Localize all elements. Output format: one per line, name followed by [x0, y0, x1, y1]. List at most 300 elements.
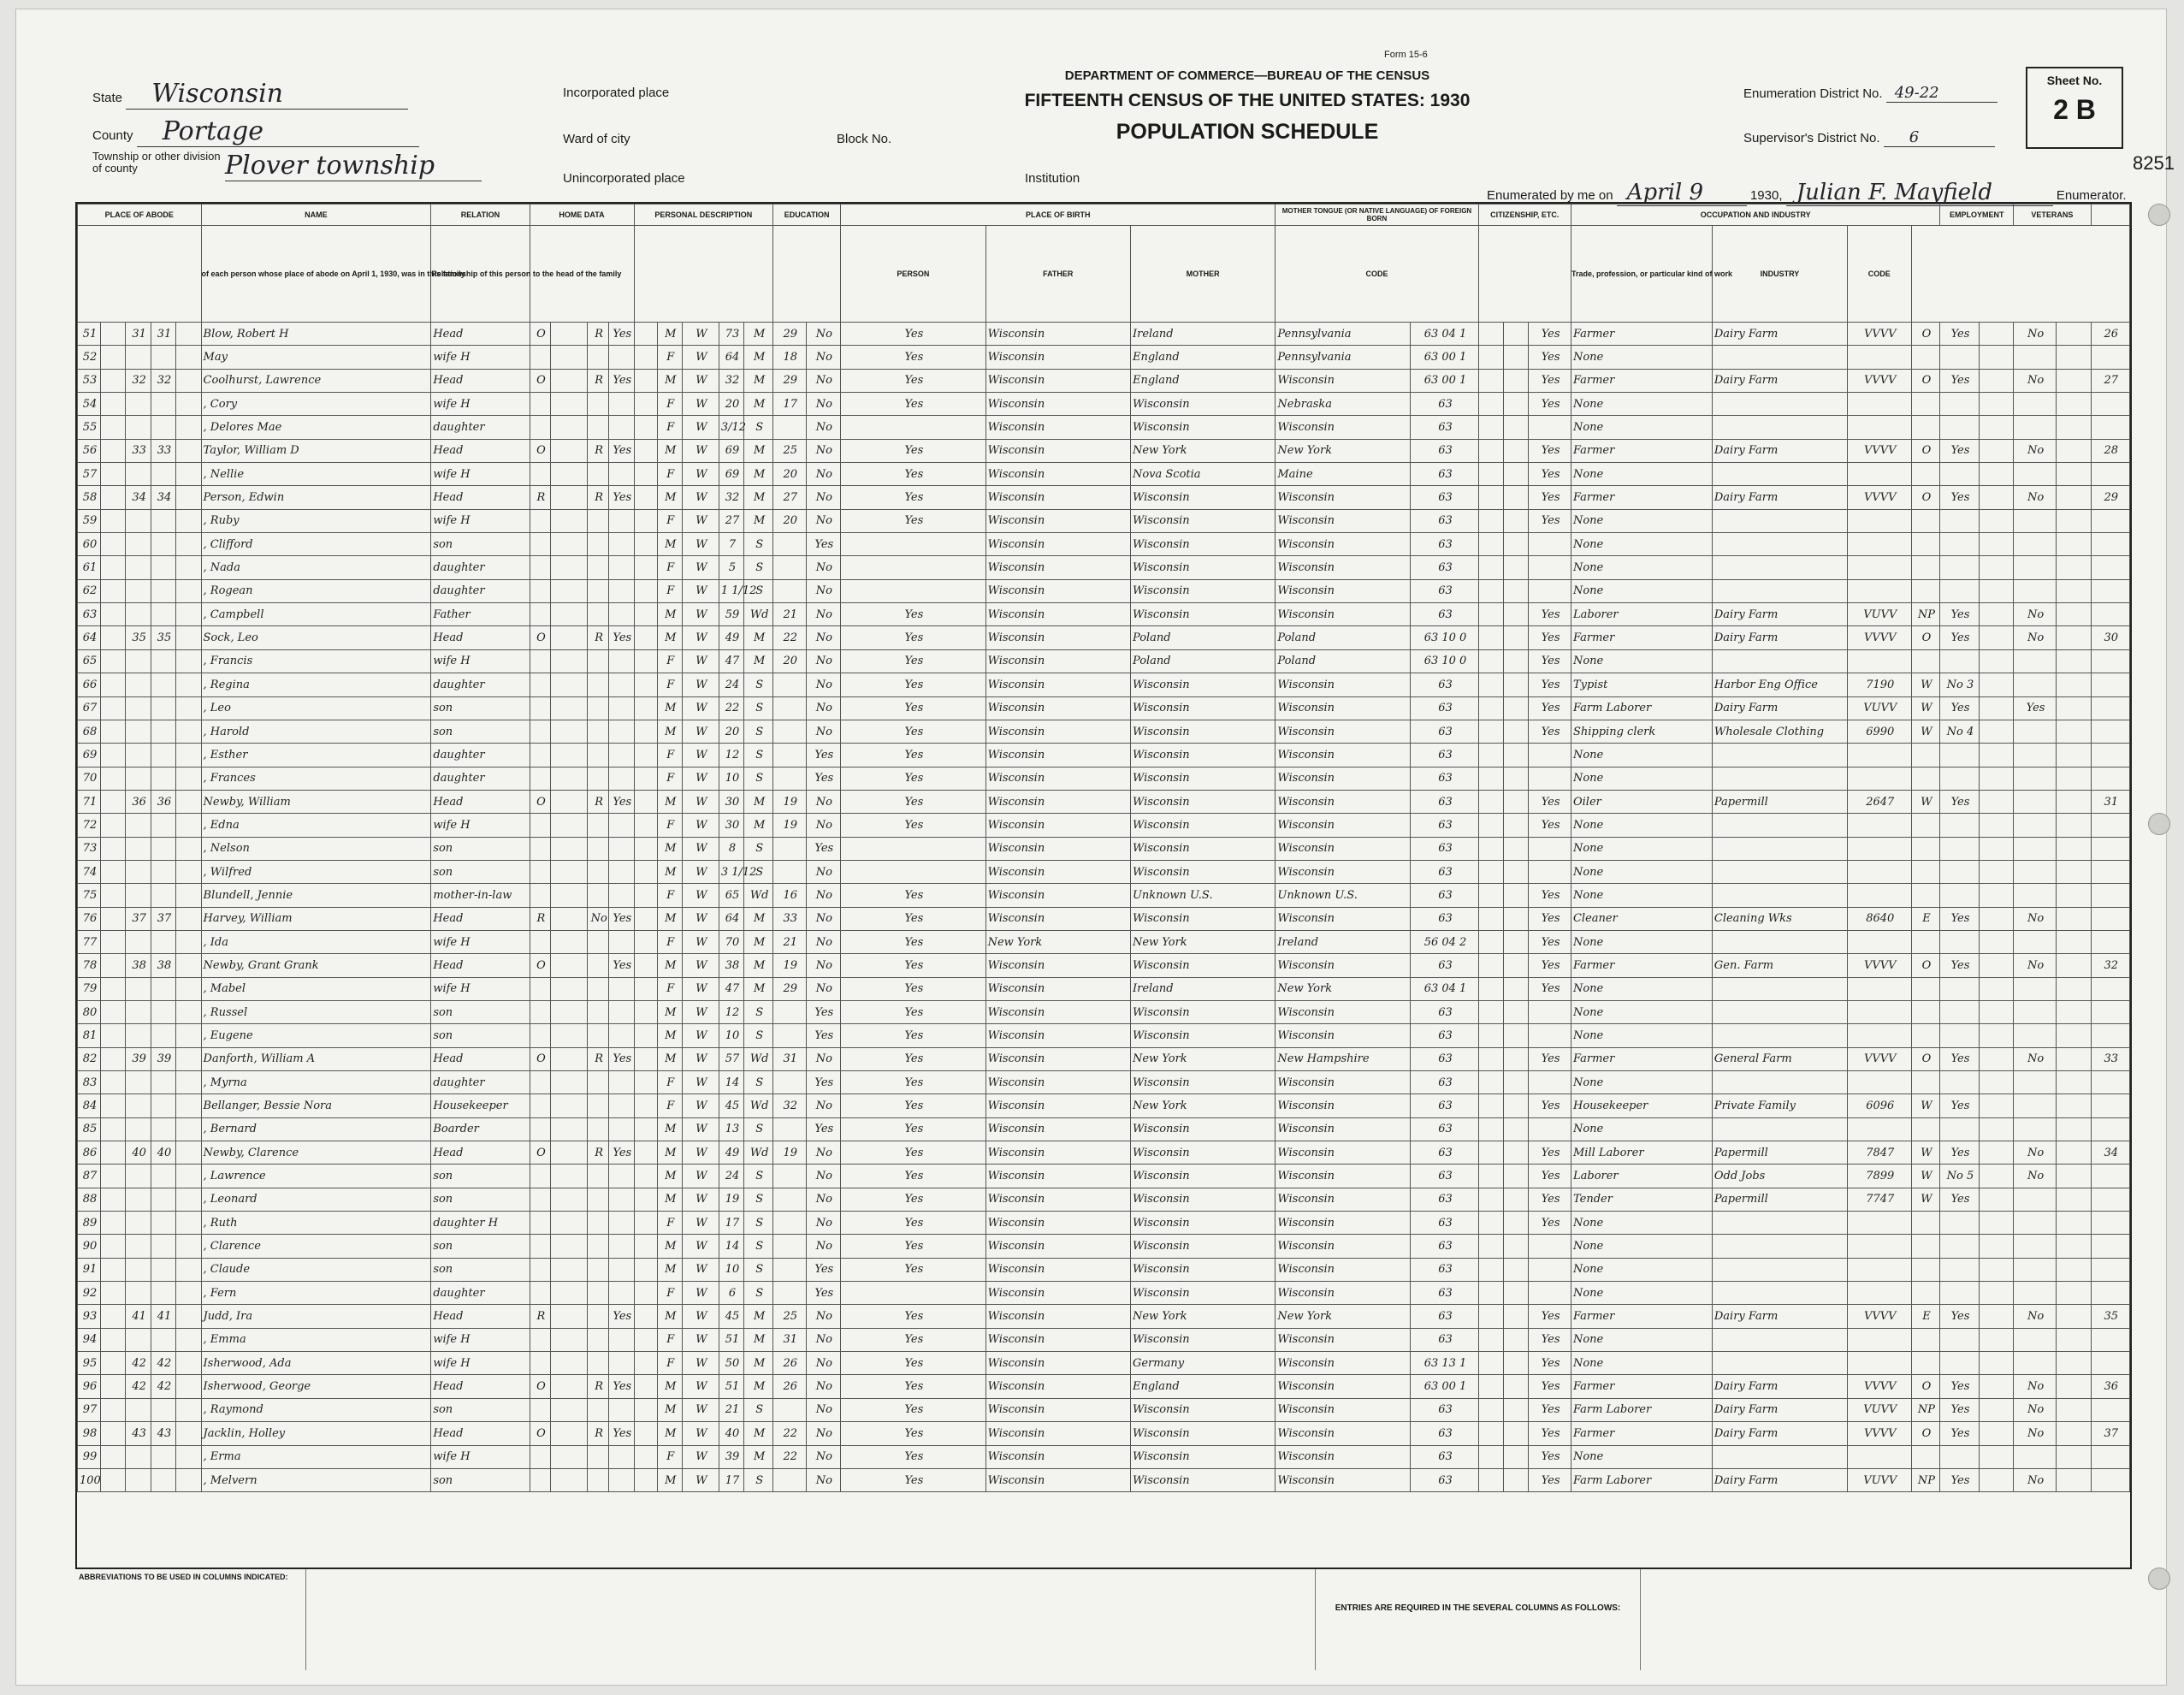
cell-name: , Frances [201, 767, 431, 790]
cell-emp: Yes [1940, 1141, 1979, 1165]
cell-marr: 25 [773, 439, 806, 462]
cell-ln: 68 [78, 720, 101, 743]
cell-empty [101, 1328, 126, 1351]
cell-radio [588, 1094, 609, 1117]
cell-radio [588, 673, 609, 696]
cell-empty [634, 463, 657, 486]
cell-empty [101, 1094, 126, 1117]
cell-empty [551, 533, 588, 556]
cell-bp: Wisconsin [985, 790, 1130, 813]
cell-emp [1940, 1235, 1979, 1258]
cell-farm [609, 673, 634, 696]
cell-empty [176, 439, 201, 462]
cell-rel: Head [431, 1305, 530, 1328]
cell-fam [151, 1212, 175, 1235]
cell-vet [2014, 1212, 2057, 1235]
cell-empty [551, 1117, 588, 1141]
cell-empty [1979, 509, 2014, 532]
cell-age: 51 [719, 1328, 743, 1351]
cell-fbp: Wisconsin [1130, 907, 1275, 930]
cell-cit [1478, 1047, 1503, 1070]
cell-vet: No [2014, 1305, 2057, 1328]
cell-empty [176, 579, 201, 602]
cell-occ: None [1571, 416, 1712, 439]
cell-cls [1911, 1352, 1940, 1375]
cell-own [530, 1468, 551, 1491]
cell-ln: 55 [78, 416, 101, 439]
cell-ln: 76 [78, 907, 101, 930]
cell-occ: None [1571, 744, 1712, 767]
cell-age: 64 [719, 346, 743, 369]
cell-read: Yes [841, 696, 985, 720]
cell-radio [588, 533, 609, 556]
supervisor-district-value: 6 [1884, 128, 1995, 147]
cell-empty [1503, 814, 1528, 837]
cell-dw: 31 [126, 323, 151, 346]
cell-empty [1979, 1235, 2014, 1258]
cell-age: 69 [719, 463, 743, 486]
cell-eng: Yes [1529, 1094, 1571, 1117]
cell-fam [151, 1235, 175, 1258]
cell-mbp: Wisconsin [1275, 744, 1411, 767]
cell-race: W [682, 1398, 719, 1421]
cell-dw [126, 533, 151, 556]
cell-oc [1847, 814, 1911, 837]
cell-empty [1503, 416, 1528, 439]
cell-empty [551, 1024, 588, 1047]
cell-sex: M [657, 837, 682, 860]
cell-fbp: Wisconsin [1130, 416, 1275, 439]
cell-ind [1712, 509, 1847, 532]
cell-ind: Dairy Farm [1712, 486, 1847, 509]
cell-oc [1847, 416, 1911, 439]
cell-ln: 69 [78, 744, 101, 767]
cell-marr [773, 1468, 806, 1491]
cell-farmno [2091, 1445, 2129, 1468]
cell-cls [1911, 884, 1940, 907]
cell-empty [634, 1375, 657, 1398]
cell-farmno [2091, 1258, 2129, 1281]
cell-empty [551, 1094, 588, 1117]
cell-read: Yes [841, 649, 985, 673]
cell-read: Yes [841, 1375, 985, 1398]
cell-dw: 33 [126, 439, 151, 462]
cell-name: , Wilfred [201, 860, 431, 883]
cell-sch: Yes [806, 744, 841, 767]
cell-read: Yes [841, 977, 985, 1000]
cell-empty [634, 1141, 657, 1165]
cell-empty [2056, 416, 2091, 439]
cell-fbp: Wisconsin [1130, 1212, 1275, 1235]
cell-rel: wife H [431, 1352, 530, 1375]
cell-empty [176, 486, 201, 509]
cell-cls [1911, 393, 1940, 416]
cell-empty [1979, 626, 2014, 649]
cell-fam: 34 [151, 486, 175, 509]
cell-empty [2056, 1235, 2091, 1258]
cell-cit [1478, 720, 1503, 743]
cell-dw: 42 [126, 1375, 151, 1398]
cell-rel: Head [431, 439, 530, 462]
cell-rel: Head [431, 907, 530, 930]
cell-farm [609, 1024, 634, 1047]
cell-farm [609, 767, 634, 790]
cell-empty [101, 626, 126, 649]
cell-empty [2056, 1094, 2091, 1117]
cell-empty [634, 1094, 657, 1117]
cell-age: 47 [719, 649, 743, 673]
cell-cit [1478, 977, 1503, 1000]
cell-marr: 19 [773, 954, 806, 977]
cell-farm [609, 860, 634, 883]
cell-cls: O [1911, 1047, 1940, 1070]
table-row [78, 1000, 2130, 1023]
cell-rel: daughter [431, 1071, 530, 1094]
cell-fbp: Wisconsin [1130, 393, 1275, 416]
cell-occ: Housekeeper [1571, 1094, 1712, 1117]
cell-name: , Myrna [201, 1071, 431, 1094]
cell-empty [101, 393, 126, 416]
cell-ms: M [744, 954, 773, 977]
cell-sex: F [657, 673, 682, 696]
cell-fbp: Wisconsin [1130, 696, 1275, 720]
cell-sch: No [806, 1305, 841, 1328]
cell-sex: F [657, 579, 682, 602]
cell-sex: M [657, 1165, 682, 1188]
cell-empty [634, 907, 657, 930]
cell-name: , Francis [201, 649, 431, 673]
cell-sch: No [806, 884, 841, 907]
cell-farm [609, 814, 634, 837]
cell-occ: Farm Laborer [1571, 1468, 1712, 1491]
cell-occ: None [1571, 393, 1712, 416]
cell-name: , Bernard [201, 1117, 431, 1141]
cell-ms: S [744, 744, 773, 767]
cell-name: , Campbell [201, 603, 431, 626]
cell-ms: S [744, 579, 773, 602]
cell-cit [1478, 744, 1503, 767]
cell-farm: Yes [609, 1375, 634, 1398]
cell-sch: No [806, 486, 841, 509]
cell-race: W [682, 416, 719, 439]
cell-mbp: Poland [1275, 626, 1411, 649]
cell-rel: son [431, 533, 530, 556]
cell-occ: None [1571, 1024, 1712, 1047]
cell-own [530, 860, 551, 883]
cell-eng: Yes [1529, 1328, 1571, 1351]
cell-empty [634, 346, 657, 369]
cell-ind: Dairy Farm [1712, 1398, 1847, 1421]
cell-ln: 75 [78, 884, 101, 907]
cell-farm: Yes [609, 1422, 634, 1445]
cell-radio: R [588, 790, 609, 813]
cell-occ: None [1571, 579, 1712, 602]
cell-empty [551, 954, 588, 977]
group-place-of-abode: PLACE OF ABODE [78, 204, 202, 226]
cell-empty [551, 907, 588, 930]
cell-oc: 6096 [1847, 1094, 1911, 1117]
cell-ms: S [744, 416, 773, 439]
cell-own: R [530, 1305, 551, 1328]
cell-occ: Shipping clerk [1571, 720, 1712, 743]
cell-cls [1911, 1024, 1940, 1047]
cell-code: 63 [1411, 1212, 1478, 1235]
cell-read: Yes [841, 884, 985, 907]
table-row [78, 1024, 2130, 1047]
cell-rel: Head [431, 790, 530, 813]
cell-read: Yes [841, 323, 985, 346]
cell-occ: Farm Laborer [1571, 1398, 1712, 1421]
cell-empty [634, 579, 657, 602]
cell-ms: S [744, 696, 773, 720]
cell-sch: No [806, 439, 841, 462]
cell-fam [151, 860, 175, 883]
cell-dw [126, 1212, 151, 1235]
cell-code: 63 10 0 [1411, 626, 1478, 649]
cell-marr: 17 [773, 393, 806, 416]
cell-empty [101, 533, 126, 556]
cell-emp [1940, 744, 1979, 767]
cell-empty [551, 1398, 588, 1421]
cell-empty [634, 509, 657, 532]
cell-empty [634, 744, 657, 767]
cell-ind [1712, 1235, 1847, 1258]
cell-age: 1 1/12 [719, 579, 743, 602]
cell-dw [126, 1468, 151, 1491]
cell-oc: VVVV [1847, 1305, 1911, 1328]
cell-rel: Father [431, 603, 530, 626]
cell-ms: M [744, 1305, 773, 1328]
cell-emp: Yes [1940, 790, 1979, 813]
cell-ms: S [744, 1398, 773, 1421]
cell-farm [609, 556, 634, 579]
cell-age: 40 [719, 1422, 743, 1445]
cell-fam: 42 [151, 1352, 175, 1375]
cell-radio [588, 954, 609, 977]
cell-dw: 40 [126, 1141, 151, 1165]
cell-dw [126, 767, 151, 790]
cell-code: 63 [1411, 814, 1478, 837]
cell-code: 56 04 2 [1411, 930, 1478, 953]
cell-empty [634, 393, 657, 416]
cell-sex: F [657, 814, 682, 837]
cell-vet: No [2014, 369, 2057, 392]
cell-age: 17 [719, 1212, 743, 1235]
table-row [78, 767, 2130, 790]
cell-oc [1847, 649, 1911, 673]
cell-vet [2014, 884, 2057, 907]
cell-race: W [682, 954, 719, 977]
cell-ind [1712, 837, 1847, 860]
cell-empty [634, 837, 657, 860]
cell-ms: S [744, 767, 773, 790]
cell-empty [1979, 486, 2014, 509]
cell-oc: 7747 [1847, 1188, 1911, 1211]
cell-rel: wife H [431, 346, 530, 369]
cell-empty [176, 463, 201, 486]
cell-empty [176, 509, 201, 532]
cell-oc [1847, 1024, 1911, 1047]
cell-farmno [2091, 533, 2129, 556]
cell-empty [2056, 346, 2091, 369]
cell-empty [101, 649, 126, 673]
cell-race: W [682, 1141, 719, 1165]
cell-eng: Yes [1529, 1468, 1571, 1491]
incorporated-place-label: Incorporated place [563, 86, 670, 100]
cell-sex: M [657, 720, 682, 743]
cell-empty [101, 1305, 126, 1328]
cell-sex: F [657, 649, 682, 673]
cell-ms: M [744, 346, 773, 369]
cell-sex: M [657, 954, 682, 977]
cell-oc [1847, 556, 1911, 579]
cell-cit [1478, 1352, 1503, 1375]
cell-mbp: Wisconsin [1275, 509, 1411, 532]
cell-cls [1911, 1212, 1940, 1235]
cell-empty [176, 1024, 201, 1047]
cell-fbp: Wisconsin [1130, 1024, 1275, 1047]
cell-vet [2014, 1024, 2057, 1047]
cell-cls [1911, 533, 1940, 556]
cell-cls [1911, 837, 1940, 860]
cell-name: Taylor, William D [201, 439, 431, 462]
cell-code: 63 [1411, 837, 1478, 860]
cell-sex: M [657, 1305, 682, 1328]
cell-empty [1503, 837, 1528, 860]
cell-empty [634, 1258, 657, 1281]
cell-age: 30 [719, 814, 743, 837]
cell-empty [1503, 346, 1528, 369]
table-row [78, 814, 2130, 837]
cell-ms: M [744, 790, 773, 813]
cell-mbp: Unknown U.S. [1275, 884, 1411, 907]
cell-farm: Yes [609, 1141, 634, 1165]
cell-rel: daughter [431, 673, 530, 696]
cell-age: 32 [719, 486, 743, 509]
cell-fam [151, 696, 175, 720]
cell-oc [1847, 884, 1911, 907]
cell-sex: F [657, 767, 682, 790]
cell-cit [1478, 1165, 1503, 1188]
cell-fam [151, 393, 175, 416]
cell-dw [126, 837, 151, 860]
cell-vet [2014, 509, 2057, 532]
cell-radio [588, 579, 609, 602]
cell-occ: Tender [1571, 1188, 1712, 1211]
cell-rel: Head [431, 369, 530, 392]
cell-race: W [682, 323, 719, 346]
cell-emp [1940, 1212, 1979, 1235]
cell-sex: M [657, 1047, 682, 1070]
cell-empty [634, 533, 657, 556]
cell-cls: W [1911, 696, 1940, 720]
cell-empty [2056, 1282, 2091, 1305]
cell-bp: Wisconsin [985, 556, 1130, 579]
cell-rel: son [431, 1024, 530, 1047]
cell-farmno: 30 [2091, 626, 2129, 649]
cell-age: 6 [719, 1282, 743, 1305]
cell-ms: M [744, 626, 773, 649]
cell-empty [551, 696, 588, 720]
cell-empty [176, 1398, 201, 1421]
cell-radio [588, 1398, 609, 1421]
cell-fbp: Wisconsin [1130, 1000, 1275, 1023]
cell-bp: Wisconsin [985, 1235, 1130, 1258]
cell-oc [1847, 1117, 1911, 1141]
cell-ind [1712, 1117, 1847, 1141]
cell-bp: Wisconsin [985, 509, 1130, 532]
cell-farm [609, 837, 634, 860]
cell-radio [588, 556, 609, 579]
table-row [78, 1141, 2130, 1165]
cell-empty [1979, 1117, 2014, 1141]
cell-occ: None [1571, 1352, 1712, 1375]
cell-vet [2014, 744, 2057, 767]
entries-list [1641, 1569, 2128, 1670]
cell-dw [126, 1445, 151, 1468]
cell-own [530, 393, 551, 416]
cell-oc [1847, 837, 1911, 860]
cell-sex: F [657, 556, 682, 579]
group-personal-description: PERSONAL DESCRIPTION [634, 204, 773, 226]
cell-vet [2014, 416, 2057, 439]
cell-empty [2056, 1047, 2091, 1070]
cell-own [530, 1094, 551, 1117]
cell-empty [1979, 416, 2014, 439]
cell-code: 63 [1411, 463, 1478, 486]
cell-ln: 79 [78, 977, 101, 1000]
cell-rel: wife H [431, 393, 530, 416]
cell-sex: M [657, 1375, 682, 1398]
cell-empty [101, 720, 126, 743]
cell-occ: None [1571, 977, 1712, 1000]
cell-empty [551, 1047, 588, 1070]
cell-cls [1911, 509, 1940, 532]
cell-name: Newby, Grant Grank [201, 954, 431, 977]
cell-name: , Clarence [201, 1235, 431, 1258]
cell-vet [2014, 720, 2057, 743]
cell-farm [609, 1212, 634, 1235]
cell-age: 51 [719, 1375, 743, 1398]
cell-empty [551, 463, 588, 486]
cell-name: , Melvern [201, 1468, 431, 1491]
cell-race: W [682, 1117, 719, 1141]
cell-empty [1503, 696, 1528, 720]
cell-occ: Farmer [1571, 1305, 1712, 1328]
cell-race: W [682, 1258, 719, 1281]
cell-ms: M [744, 369, 773, 392]
cell-bp: New York [985, 930, 1130, 953]
cell-cls: O [1911, 626, 1940, 649]
cell-ln: 56 [78, 439, 101, 462]
cell-race: W [682, 346, 719, 369]
cell-farm: Yes [609, 907, 634, 930]
cell-marr [773, 837, 806, 860]
cell-ln: 90 [78, 1235, 101, 1258]
cell-empty [2056, 790, 2091, 813]
cell-empty [1503, 1047, 1528, 1070]
cell-empty [1503, 673, 1528, 696]
cell-marr: 20 [773, 509, 806, 532]
cell-ind [1712, 579, 1847, 602]
cell-fbp: Wisconsin [1130, 744, 1275, 767]
cell-radio [588, 603, 609, 626]
cell-mbp: Wisconsin [1275, 1212, 1411, 1235]
cell-code: 63 [1411, 1094, 1478, 1117]
cell-age: 3 1/12 [719, 860, 743, 883]
table-row [78, 954, 2130, 977]
cell-empty [176, 673, 201, 696]
